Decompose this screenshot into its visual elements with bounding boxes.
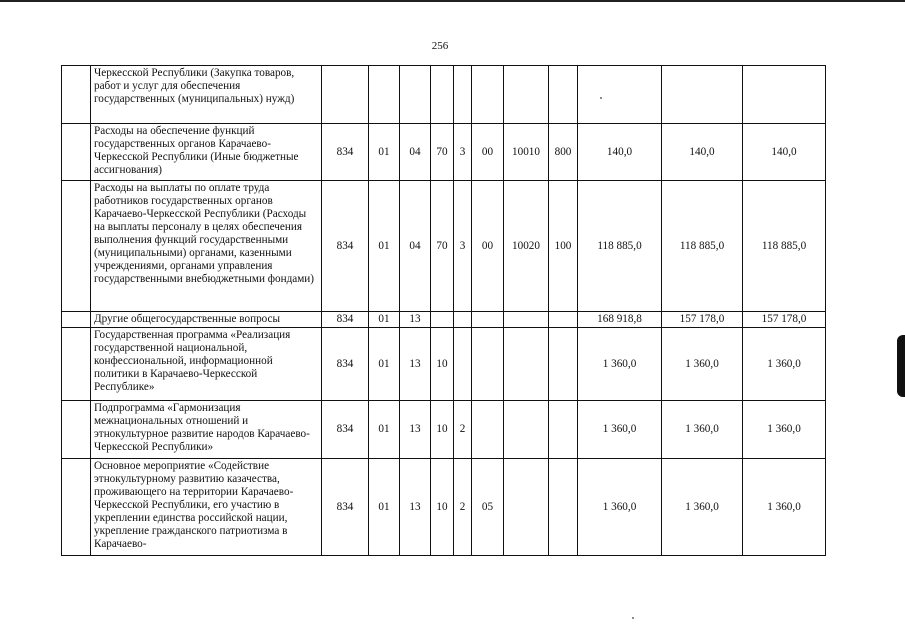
table-row (62, 124, 826, 181)
ministry-code: 834 (322, 181, 369, 312)
table-row (62, 328, 826, 401)
blank-cell (62, 124, 91, 181)
table-row (62, 401, 826, 459)
amount-year-3: 1 360,0 (743, 401, 826, 459)
amount-year-2: 1 360,0 (662, 328, 743, 401)
event-code: 00 (472, 124, 504, 181)
subsection-code: 04 (400, 181, 431, 312)
program-code: 70 (431, 181, 454, 312)
binder-hole-mark (897, 335, 905, 397)
subprogram-code: 2 (454, 401, 472, 459)
subprogram-code (454, 66, 472, 124)
row-description: Государственная программа «Реализация государственной национальной, конфессиональной, информационной политики в Карачаево-Черкесской Республике» (91, 328, 322, 401)
amount-year-1: 1 360,0 (578, 459, 662, 556)
amount-year-2: 140,0 (662, 124, 743, 181)
table-row (62, 459, 826, 556)
program-code (431, 312, 454, 328)
scan-speck (632, 617, 634, 619)
ministry-code: 834 (322, 328, 369, 401)
section-code: 01 (369, 312, 400, 328)
scan-speck (600, 97, 602, 99)
direction-code (504, 459, 549, 556)
amount-year-2: 1 360,0 (662, 401, 743, 459)
program-code: 70 (431, 124, 454, 181)
event-code (472, 66, 504, 124)
expense-type-code (549, 459, 578, 556)
subprogram-code: 3 (454, 181, 472, 312)
section-code: 01 (369, 401, 400, 459)
direction-code (504, 66, 549, 124)
expense-type-code: 100 (549, 181, 578, 312)
amount-year-2: 118 885,0 (662, 181, 743, 312)
program-code: 10 (431, 401, 454, 459)
section-code: 01 (369, 328, 400, 401)
subsection-code: 13 (400, 312, 431, 328)
expense-type-code (549, 328, 578, 401)
expense-type-code (549, 66, 578, 124)
amount-year-3: 140,0 (743, 124, 826, 181)
event-code (472, 312, 504, 328)
ministry-code (322, 66, 369, 124)
amount-year-1: 118 885,0 (578, 181, 662, 312)
table-body (62, 66, 826, 556)
program-code (431, 66, 454, 124)
event-code (472, 401, 504, 459)
blank-cell (62, 401, 91, 459)
subprogram-code (454, 328, 472, 401)
amount-year-3 (743, 66, 826, 124)
row-description: Подпрограмма «Гармонизация межнациональных отношений и этнокультурное развитие народов Карачаево-Черкесской Республики» (91, 401, 322, 459)
ministry-code: 834 (322, 312, 369, 328)
expense-type-code (549, 401, 578, 459)
row-description: Расходы на обеспечение функций государственных органов Карачаево-Черкесской Республики (Иные бюджетные ассигнования) (91, 124, 322, 181)
section-code: 01 (369, 124, 400, 181)
table-row (62, 312, 826, 328)
amount-year-2: 157 178,0 (662, 312, 743, 328)
page-number: 256 (431, 40, 449, 52)
row-description: Основное мероприятие «Содействие этнокультурному развитию казачества, проживающего на территории Карачаево-Черкесской Республики, его участию в укреплении единства российской нации, укрепление гражданского патриотизма в Карачаево- (91, 459, 322, 556)
amount-year-2: 1 360,0 (662, 459, 743, 556)
blank-cell (62, 312, 91, 328)
blank-cell (62, 459, 91, 556)
event-code: 05 (472, 459, 504, 556)
row-description: Расходы на выплаты по оплате труда работников государственных органов Карачаево-Черкесской Республики (Расходы на выплаты персоналу в целях обеспечения выполнения функций государственными (муниципальными) органами, казенными учреждениями, органами управления государственными внебюджетными фондами) (91, 181, 322, 312)
subprogram-code: 3 (454, 124, 472, 181)
blank-cell (62, 328, 91, 401)
expense-type-code (549, 312, 578, 328)
subprogram-code (454, 312, 472, 328)
direction-code (504, 401, 549, 459)
amount-year-3: 157 178,0 (743, 312, 826, 328)
subsection-code (400, 66, 431, 124)
amount-year-1 (578, 66, 662, 124)
amount-year-1: 1 360,0 (578, 328, 662, 401)
event-code: 00 (472, 181, 504, 312)
budget-table (61, 65, 826, 556)
subprogram-code: 2 (454, 459, 472, 556)
section-code: 01 (369, 181, 400, 312)
expense-type-code: 800 (549, 124, 578, 181)
subsection-code: 13 (400, 459, 431, 556)
amount-year-1: 168 918,8 (578, 312, 662, 328)
table-row (62, 66, 826, 124)
table-row (62, 181, 826, 312)
ministry-code: 834 (322, 124, 369, 181)
amount-year-2 (662, 66, 743, 124)
amount-year-1: 1 360,0 (578, 401, 662, 459)
subsection-code: 13 (400, 328, 431, 401)
subsection-code: 04 (400, 124, 431, 181)
direction-code: 10010 (504, 124, 549, 181)
ministry-code: 834 (322, 459, 369, 556)
amount-year-3: 118 885,0 (743, 181, 826, 312)
amount-year-3: 1 360,0 (743, 459, 826, 556)
direction-code (504, 328, 549, 401)
blank-cell (62, 181, 91, 312)
program-code: 10 (431, 328, 454, 401)
amount-year-3: 1 360,0 (743, 328, 826, 401)
program-code: 10 (431, 459, 454, 556)
row-description: Другие общегосударственные вопросы (91, 312, 322, 328)
scan-top-edge (0, 0, 905, 2)
direction-code (504, 312, 549, 328)
ministry-code: 834 (322, 401, 369, 459)
direction-code: 10020 (504, 181, 549, 312)
amount-year-1: 140,0 (578, 124, 662, 181)
section-code (369, 66, 400, 124)
subsection-code: 13 (400, 401, 431, 459)
section-code: 01 (369, 459, 400, 556)
row-description: Черкесской Республики (Закупка товаров, работ и услуг для обеспечения государственных (муниципальных) нужд) (91, 66, 322, 124)
event-code (472, 328, 504, 401)
blank-cell (62, 66, 91, 124)
